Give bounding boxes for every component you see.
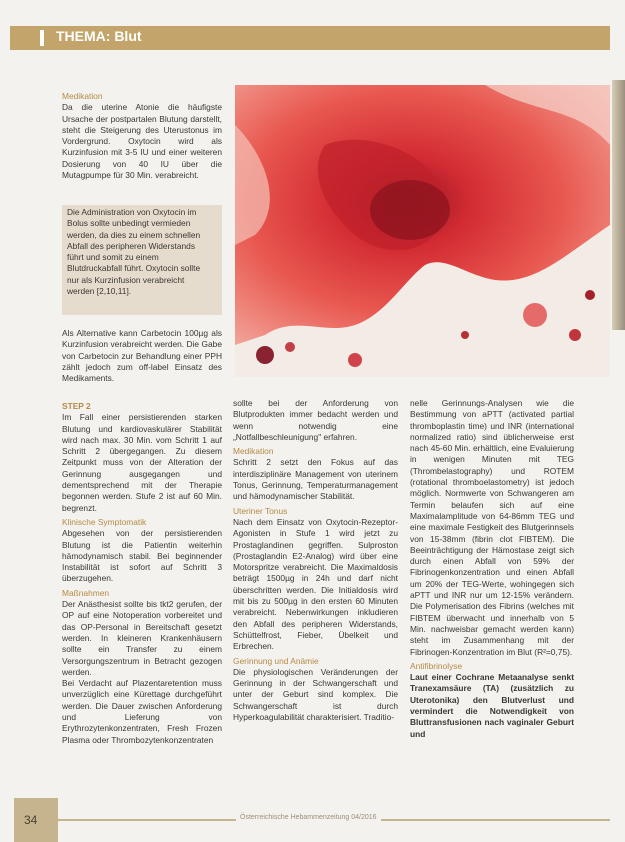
heading-massnahmen: Maßnahmen (62, 587, 110, 598)
paragraph-tonus: Nach dem Einsatz von Oxytocin-Rezeptor-Agonisten in Stufe 1 wird jetzt zu Prostaglandinen gegriffen. Sulproston (Prostaglandin E2-Analog) wird über eine Motorspritze verabreicht. Die Maximaldosis beträgt 1500µg in 24h und darf nicht überschritten werden. Die Initialdosis wird mit bis zu 500µg in den ersten 60 Minuten verabreicht. Nebenwirkungen inkludieren den Abfall des peripheren Widerstands, Schüttelfrost, Fieber, Übelkeit und Erbrechen. (233, 516, 398, 652)
paragraph-massnahmen-1: Der Anästhesist sollte bis tkt2 gerufen, der OP auf eine Notoperation vorbereitet und das OP-Personal in Bereitschaft gesetzt werden. In kleineren Krankenhäusern sollte ein Transfer zu einem Versorgungszentrum in Betracht gezogen werden. (62, 599, 222, 677)
column-1-top (62, 88, 222, 181)
paragraph-antifibrinolyse: Laut einer Cochrane Metaanalyse senkt Tranexamsäure (TA) (zusätzlich zu Uterotonika) den Blutverlust und vermindert die Notwendigkeit von Bluttransfusionen nach vaginaler Geburt und (410, 672, 574, 739)
column-1-carbetocin (62, 328, 222, 384)
book-spine-edge (612, 80, 625, 330)
heading-gerinnung: Gerinnung und Anämie (233, 655, 319, 666)
paragraph-medikation: Da die uterine Atonie die häufigste Ursache der postpartalen Blutung darstellt, steht die Steigerung des Uterustonus im Vordergrund. Oxytocin wird als Kurzinfusion mit 3-5 IU und einer weiteren Dosierung von 40 IU über die Mutagpumpe für 30 Min. verabreicht. (62, 102, 222, 181)
journal-footer: Österreichische Hebammenzeitung 04/2016 (236, 814, 381, 821)
paragraph-col3-intro: nelle Gerinnungs-Analysen wie die Bestimmung von aPTT (activated partial thromboplastin time) und INR (international normalized ratio) sind üblicherweise erst nach 45-60 Min. erhältlich, eine Evaluierung in wenigen Minuten mit TEG (Thrombelastography) und ROTEM (rotational thromboelastometry) ist jedoch möglich. Normwerte von Schwangeren am Termin belaufen sich auf eine Maximalamplitude von 64-86mm TEG und eine maximale Festigkeit des Blutgerinnsels von 15-38mm (fibrin clot FIBTEM). Die Beeinträchtigung der Hämostase zeigt sich durch einen Abfall von 59% der Fibrinogenkonzentration und einen Abfall um 20% der TEG-Werte, wohingegen sich aPTT und INR nur um 12-15% verändern. Die Polymerisation des Fibrins (welches mit FIBTEM überwacht und innerhalb von 5 Min. nachweisbar gemacht werden kann) steht im Zusammenhang mit der Fibrinogen-Konzentration im Blut (R²=0,75). (410, 398, 574, 657)
paragraph-klinik: Abgesehen von der persistierenden Blutung ist die Patientin weiterhin hämodynamisch stabil. Bei beginnender Instabilität ist sofort auf Schritt 3 überzugehen. (62, 528, 222, 584)
highlight-box-text: Die Administration von Oxytocin im Bolus sollte unbedingt vermieden werden, da dies zu einem schnellen Abfall des peripheren Widerstands führt und somit zu einem Blutdruckabfall führt. Oxytocin sollte nur als Kurzinfusion verabreicht werden [2,10,11]. (67, 207, 201, 297)
paragraph-col2-intro: sollte bei der Anforderung von Blutprodukten immer bedacht werden und wenn notwendig eine „Notfallbeschleunigung" erfahren. (233, 398, 398, 442)
heading-tonus: Uteriner Tonus (233, 505, 288, 516)
paragraph-step2: Im Fall einer persistierenden starken Blutung und kardiovaskulärer Stabilität wird nach max. 30 Min. vom Schritt 1 auf Schritt 2 übergegangen. Zu diesem Zeitpunkt muss von der Alteration der Gerinnung ausgegangen und dementsprechend mit der Therapie begonnen werden. Stufe 2 ist auf 60 Min. begrenzt. (62, 412, 222, 513)
heading-klinik: Klinische Symptomatik (62, 516, 147, 527)
paragraph-massnahmen-2: Bei Verdacht auf Plazentaretention muss unverzüglich eine Kürettage durchgeführt werden. Die Dauer zwischen Anforderung und Lieferung von Erythrozytenkonzentraten, Fresh Frozen Plasma oder Thrombozytenkonzentraten (62, 678, 222, 745)
column-1-lower (62, 398, 222, 746)
blood-photo (235, 85, 610, 377)
paragraph-gerinnung: Die physiologischen Veränderungen der Gerinnung in der Schwangerschaft und unter der Geburt sind komplex. Die Schwangerschaft ist durch Hyperkoagulabilität charakterisiert. Traditio- (233, 666, 398, 723)
heading-step2: STEP 2 (62, 401, 91, 411)
column-3 (410, 398, 574, 740)
heading-medikation: Medikation (62, 91, 103, 101)
highlight-box (62, 205, 222, 315)
heading-medikation-2: Medikation (233, 446, 274, 457)
page-title: THEMA: Blut (56, 28, 142, 44)
page-number: 34 (24, 813, 38, 827)
paragraph-carbetocin: Als Alternative kann Carbetocin 100µg als Kurzinfusion verabreicht werden. Die Gabe von Carbetocin zur Behandlung einer PPH zählt jedoch zum off-label Einsatz des Medikaments. (62, 328, 222, 384)
header-tick (40, 30, 44, 46)
blood-photo-graphic (235, 85, 610, 377)
paragraph-medikation-2: Schritt 2 setzt den Fokus auf das interdisziplinäre Management von uterinem Tonus, Gerinnung, Temperaturmanagement und hämodynamischer Stabilität. (233, 457, 398, 502)
column-2 (233, 398, 398, 723)
heading-antifibrinolyse: Antifibrinolyse (410, 660, 463, 671)
